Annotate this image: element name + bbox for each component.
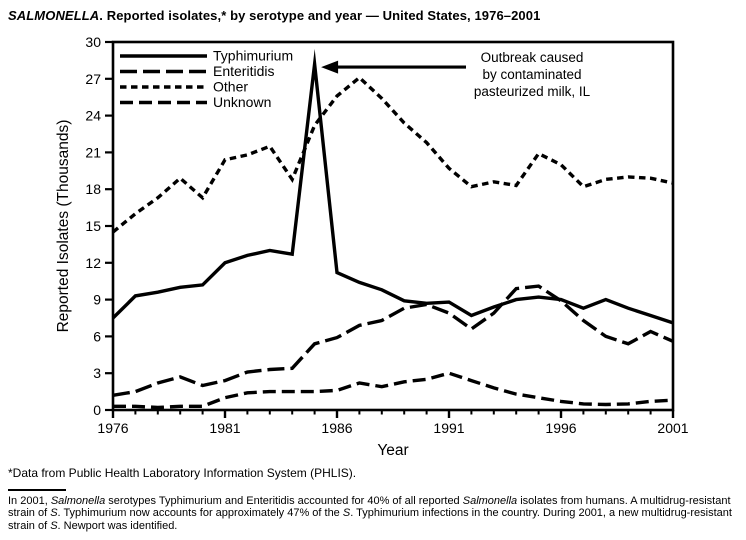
series-line-unknown — [113, 373, 673, 407]
y-tick-label: 27 — [85, 70, 101, 87]
footnote-italic-term: S — [50, 507, 58, 520]
footnote-text: In 2001, — [8, 495, 51, 507]
legend-label-enteritidis: Enteritidis — [213, 63, 275, 80]
x-tick-label: 1976 — [97, 420, 129, 436]
x-axis-title: Year — [377, 442, 409, 459]
y-tick-label: 24 — [85, 107, 101, 124]
y-tick-label: 9 — [93, 291, 101, 308]
x-tick-label: 1981 — [209, 420, 241, 436]
x-tick-label: 1996 — [545, 420, 577, 436]
y-tick-label: 18 — [85, 181, 101, 198]
x-tick-label: 1991 — [433, 420, 465, 436]
footnote-text: isolates from humans. A multidrug-resistant strain of — [8, 495, 731, 520]
legend-label-unknown: Unknown — [213, 94, 272, 111]
y-axis-title: Reported Isolates (Thousands) — [55, 119, 72, 333]
chart-title-rest: . Reported isolates,* by serotype and year — United States, 1976–2001 — [99, 8, 541, 23]
footnote-italic-term: S — [342, 507, 351, 520]
footnote-italic-term: Salmonella — [462, 495, 518, 507]
footnote-text: . Typhimurium now accounts for approximately 47% of the — [57, 507, 343, 520]
y-tick-label: 30 — [85, 34, 101, 50]
footnote-italic-term: S — [50, 519, 58, 532]
footnote-data-source: *Data from Public Health Laboratory Information System (PHLIS). — [8, 466, 357, 480]
footnote-2001-note — [8, 495, 742, 532]
footnote-text: serotypes Typhimurium and Enteritidis accounted for 40% of all reported — [105, 495, 463, 507]
series-line-enteritidis — [113, 286, 673, 395]
y-tick-label: 6 — [93, 328, 101, 345]
y-tick-label: 12 — [85, 254, 101, 271]
y-tick-label: 0 — [93, 402, 101, 418]
annotation-line: pasteurized milk, IL — [473, 84, 591, 99]
footnote-italic-term: Salmonella — [50, 495, 106, 507]
annotation-line: by contaminated — [482, 67, 582, 82]
footnote-text: . Newport was identified. — [57, 519, 178, 532]
y-tick-label: 21 — [85, 144, 101, 161]
x-tick-label: 2001 — [657, 420, 689, 436]
footnote-text: . Typhimurium infections in the country. During 2001, a new multidrug-resistant strain of — [8, 507, 732, 532]
y-tick-label: 3 — [93, 365, 101, 382]
footnote-divider — [8, 489, 66, 491]
legend-label-typhimurium: Typhimurium — [213, 47, 294, 64]
legend-label-other: Other — [213, 78, 249, 95]
y-tick-label: 15 — [85, 218, 101, 234]
annotation-arrowhead — [321, 61, 338, 74]
x-tick-label: 1986 — [321, 420, 353, 436]
chart-title-organism: SALMONELLA — [8, 8, 100, 23]
annotation-line: Outbreak caused — [480, 50, 584, 65]
